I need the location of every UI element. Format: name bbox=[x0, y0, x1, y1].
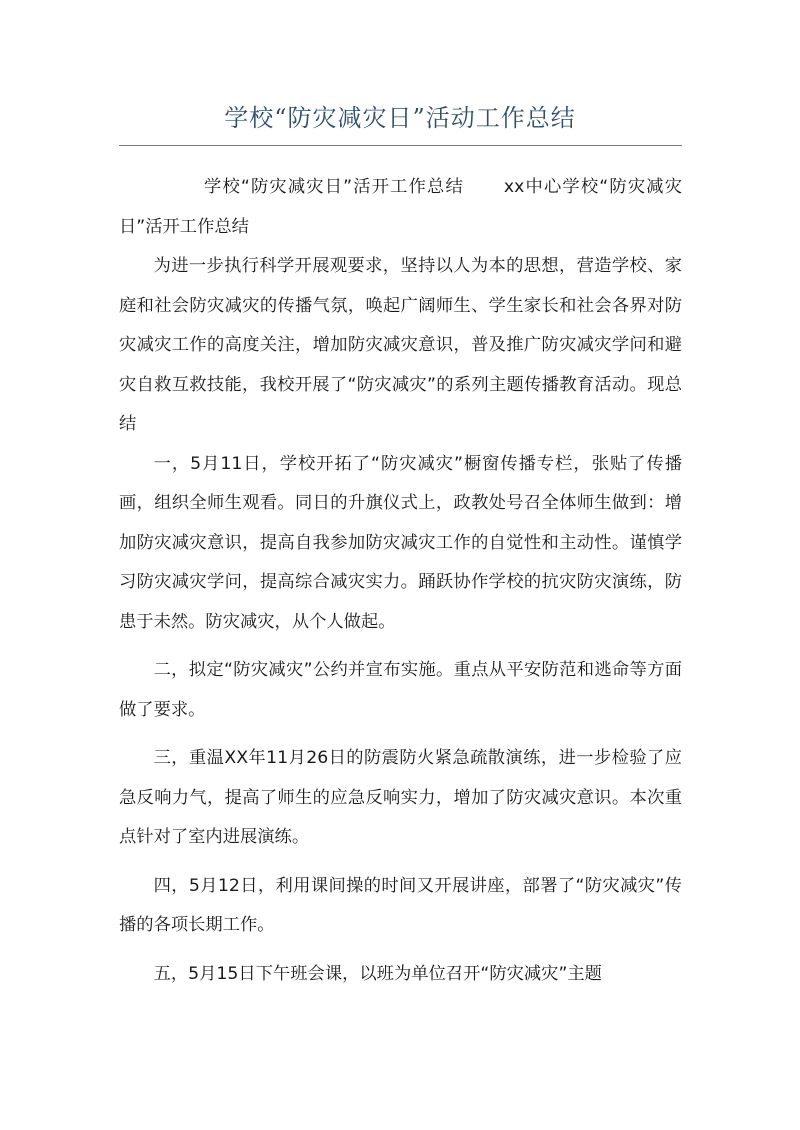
paragraph-intro: 为进一步执行科学开展观要求，坚持以人为本的思想，营造学校、家庭和社会防灾减灾的传播气氛，唤起广阔师生、学生家长和社会各界对防灾减灾工作的高度关注，增加防灾减灾意识，普及推广防灾减灾学问和避灾自救互救技能，我校开展了“防灾减灾”的系列主题传播教育活动。现总结 bbox=[119, 256, 682, 434]
document-body bbox=[119, 168, 682, 1003]
heading-line bbox=[119, 168, 682, 247]
paragraph-2: 二，拟定“防灾减灾”公约并宣布实施。重点从平安防范和逃命等方面做了要求。 bbox=[119, 660, 682, 720]
document-title: 学校“防灾减灾日”活动工作总结 bbox=[224, 104, 576, 132]
title-underline bbox=[119, 145, 682, 146]
paragraph-5: 五，5月15日下午班会课，以班为单位召开“防灾减灾”主题 bbox=[153, 963, 602, 984]
heading-line-part2: xx中心学校“防灾减灾日”活开工作总结 bbox=[119, 177, 682, 237]
paragraph-1: 一，5月11日，学校开拓了“防灾减灾”橱窗传播专栏，张贴了传播画，组织全师生观看。同日的升旗仪式上，政教处号召全体师生做到：增加防灾减灾意识，提高自我参加防灾减灾工作的自觉性和主动性。谨慎学习防灾减灾学问，提高综合减灾实力。踊跃协作学校的抗灾防灾演练，防患于未然。防灾减灾，从个人做起。 bbox=[119, 453, 682, 632]
heading-line-part1: 学校“防灾减灾日”活开工作总结 bbox=[204, 177, 464, 197]
paragraph-3: 三，重温XX年11月26日的防震防火紧急疏散演练，进一步检验了应急反响力气，提高了师生的应急反响实力，增加了防灾减灾意识。本次重点针对了室内进展演练。 bbox=[119, 748, 682, 847]
paragraph-4: 四，5月12日，利用课间操的时间又开展讲座，部署了“防灾减灾”传播的各项长期工作。 bbox=[119, 875, 682, 935]
